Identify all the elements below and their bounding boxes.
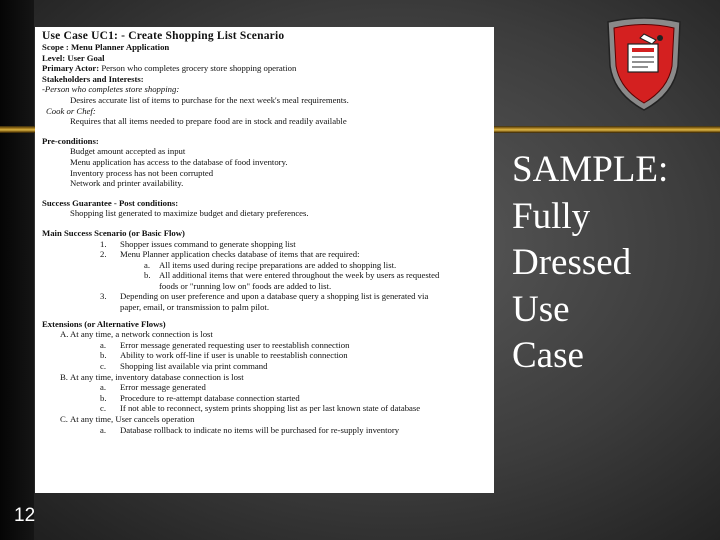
preconditions-label: Pre-conditions: [42, 135, 99, 146]
extension-text: At any time, inventory database connection is lost [70, 371, 244, 382]
main-step [42, 249, 488, 260]
sample-heading [512, 147, 702, 380]
extension-item [42, 382, 488, 393]
stakeholder-1: -Person who completes store shopping: [42, 84, 180, 95]
extension-text: At any time, User cancels operation [70, 414, 195, 424]
main-step-text: Depending on user preference and upon a database query a shopping list is generated via [120, 291, 429, 302]
left-dark-band [0, 0, 34, 540]
extension-item [42, 340, 488, 351]
extension-item-num: c. [100, 403, 107, 414]
extension-item [42, 361, 488, 372]
stakeholder-2: Cook or Chef: [46, 105, 96, 116]
extension-item-num: c. [100, 361, 107, 372]
main-step-num: 1. [100, 238, 107, 249]
sample-heading-line: Use [512, 288, 570, 330]
extension-item-num: a. [100, 424, 107, 435]
main-step-text: Menu Planner application checks database of items that are required: [120, 249, 360, 260]
success-label: Success Guarantee - Post conditions: [42, 197, 179, 208]
use-case-document [35, 27, 494, 493]
extension-text: At any time, a network connection is lost [70, 329, 213, 340]
main-step [42, 239, 488, 250]
precondition-item: Menu application has access to the database of food inventory. [70, 156, 288, 167]
extension-letter: C. [60, 414, 68, 424]
main-substep-text: All additional items that were entered throughout the week by users as requested [159, 270, 440, 281]
precondition-item: Budget amount accepted as input [70, 146, 186, 157]
extension-heading [42, 414, 488, 425]
primary-actor-label: Primary Actor: [42, 63, 100, 74]
extension-item-text: Database rollback to indicate no items will be purchased for re-supply inventory [120, 424, 400, 435]
success-text: Shopping list generated to maximize budget and dietary preferences. [70, 208, 309, 219]
precondition-item: Inventory process has not been corrupted [70, 167, 214, 178]
extension-heading [42, 329, 488, 340]
main-substep-num: b. [144, 270, 151, 281]
extension-item-num: b. [100, 350, 107, 361]
sample-heading-line: Fully [512, 195, 591, 237]
main-substep [42, 260, 488, 271]
main-step-text: Shopper issues command to generate shopping list [120, 238, 296, 249]
extension-item-text: If not able to reconnect, system prints shopping list as per last known state of database [120, 403, 421, 414]
main-step-num: 3. [100, 291, 107, 302]
extension-item [42, 350, 488, 361]
extension-item-text: Procedure to re-attempt database connection started [120, 392, 300, 403]
sample-heading-line: Case [512, 335, 584, 376]
red-shield-emblem-icon [604, 16, 684, 112]
stakeholder-2-desc: Requires that all items needed to prepare food are in stock and readily available [70, 116, 347, 127]
main-substep-continuation: foods or "running low on" foods are added to list. [159, 280, 332, 291]
extension-item-text: Shopping list available via print command [120, 361, 268, 372]
extension-letter: B. [60, 371, 68, 382]
doc-scope: Scope : Menu Planner Application [42, 42, 170, 52]
main-substep-text: All items used during recipe preparations are added to shopping list. [159, 259, 397, 270]
doc-title: Use Case UC1: - Create Shopping List Scenario [42, 30, 285, 42]
doc-primary-actor [42, 63, 488, 74]
extension-item [42, 393, 488, 404]
extension-item [42, 425, 488, 436]
doc-level: Level: User Goal [42, 52, 105, 63]
main-step [42, 291, 488, 302]
extension-item-text: Error message generated requesting user to reestablish connection [120, 339, 350, 350]
extension-item-text: Error message generated [120, 382, 206, 393]
main-substep-num: a. [144, 259, 151, 270]
sample-heading-line: SAMPLE: [512, 149, 669, 190]
stakeholders-label: Stakeholders and Interests: [42, 73, 144, 84]
sample-heading-line: Dressed [512, 242, 632, 283]
main-substep [42, 270, 488, 281]
extension-heading [42, 372, 488, 383]
main-step-num: 2. [100, 249, 107, 260]
precondition-item: Network and printer availability. [70, 178, 184, 189]
main-step-continuation: paper, email, or transmission to palm pilot. [120, 302, 270, 313]
extension-item [42, 403, 488, 414]
slide-page-number: 12 [14, 505, 36, 526]
extension-letter: A. [60, 329, 69, 340]
stakeholder-1-desc: Desires accurate list of items to purchase for the next week's meal requirements. [70, 94, 349, 105]
extension-item-num: a. [100, 339, 107, 350]
primary-actor-text: Person who completes grocery store shopping operation [101, 63, 297, 74]
extension-item-text: Ability to work off-line if user is unable to reestablish connection [120, 350, 348, 361]
main-flow-label: Main Success Scenario (or Basic Flow) [42, 227, 185, 238]
extension-item-num: b. [100, 392, 107, 403]
extensions-label: Extensions (or Alternative Flows) [42, 318, 166, 329]
extension-item-num: a. [100, 382, 107, 393]
